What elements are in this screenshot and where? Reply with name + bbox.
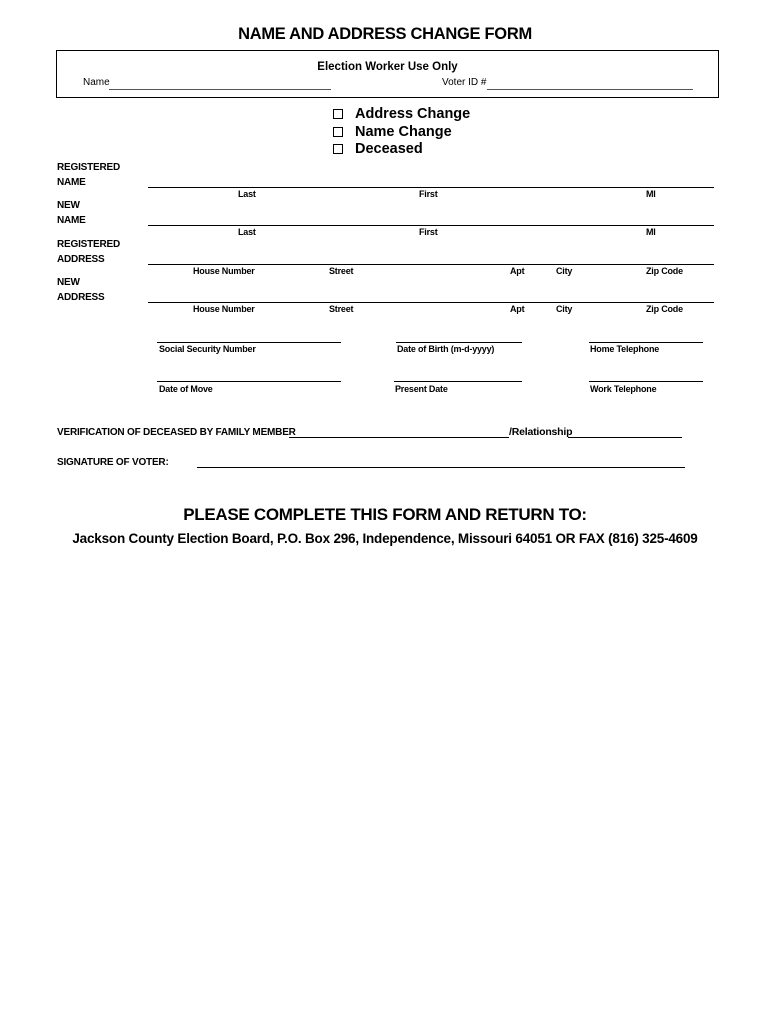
worker-box-heading: Election Worker Use Only bbox=[317, 61, 458, 73]
voter-id-label: Voter ID # bbox=[442, 77, 487, 88]
new-first-label: First bbox=[419, 227, 438, 237]
new-zip-label: Zip Code bbox=[646, 304, 683, 314]
registered-address-line[interactable] bbox=[148, 264, 714, 265]
registered-city-label: City bbox=[556, 266, 573, 276]
work-phone-label: Work Telephone bbox=[590, 384, 657, 394]
section-new-address: NEW ADDRESS bbox=[57, 277, 105, 303]
signature-label: SIGNATURE OF VOTER: bbox=[57, 457, 169, 468]
relationship-label: /Relationship bbox=[509, 426, 573, 438]
new-mi-label: MI bbox=[646, 227, 656, 237]
new-last-label: Last bbox=[238, 227, 256, 237]
new-street-label: Street bbox=[329, 304, 354, 314]
section-registered-name: REGISTERED NAME bbox=[57, 162, 121, 188]
section-registered-address: REGISTERED ADDRESS bbox=[57, 239, 121, 265]
new-house-number-label: House Number bbox=[193, 304, 255, 314]
registered-apt-label: Apt bbox=[510, 266, 525, 276]
registered-last-label: Last bbox=[238, 189, 256, 199]
home-phone-label: Home Telephone bbox=[590, 344, 660, 354]
form-title: NAME AND ADDRESS CHANGE FORM bbox=[238, 25, 532, 43]
checkbox-label: Address Change bbox=[355, 106, 471, 122]
registered-first-label: First bbox=[419, 189, 438, 199]
election-worker-box bbox=[56, 50, 719, 98]
date-of-move-field[interactable] bbox=[157, 381, 341, 382]
date-of-move-label: Date of Move bbox=[159, 384, 213, 394]
registered-name-line[interactable] bbox=[148, 187, 714, 188]
new-apt-label: Apt bbox=[510, 304, 525, 314]
ssn-label: Social Security Number bbox=[159, 344, 256, 354]
worker-name-label: Name bbox=[83, 77, 110, 88]
signature-field[interactable] bbox=[197, 467, 685, 468]
ssn-field[interactable] bbox=[157, 342, 341, 343]
verification-field[interactable] bbox=[289, 437, 509, 438]
return-address: Jackson County Election Board, P.O. Box 296, Independence, Missouri 64051 OR FAX (816) 325-4609 bbox=[72, 531, 698, 546]
registered-mi-label: MI bbox=[646, 189, 656, 199]
checkbox-name-change[interactable] bbox=[333, 124, 452, 140]
new-city-label: City bbox=[556, 304, 573, 314]
verification-label: VERIFICATION OF DECEASED BY FAMILY MEMBER bbox=[57, 427, 296, 438]
new-name-line[interactable] bbox=[148, 225, 714, 226]
checkbox-box[interactable] bbox=[333, 144, 343, 154]
section-new-name: NEW NAME bbox=[57, 200, 86, 226]
registered-house-number-label: House Number bbox=[193, 266, 255, 276]
registered-zip-label: Zip Code bbox=[646, 266, 683, 276]
voter-id-field[interactable] bbox=[487, 89, 693, 90]
worker-name-field[interactable] bbox=[109, 89, 331, 90]
checkbox-label: Name Change bbox=[355, 124, 452, 140]
checkbox-box[interactable] bbox=[333, 109, 343, 119]
work-phone-field[interactable] bbox=[589, 381, 703, 382]
checkbox-deceased[interactable] bbox=[333, 141, 423, 157]
dob-label: Date of Birth (m-d-yyyy) bbox=[397, 344, 495, 354]
registered-street-label: Street bbox=[329, 266, 354, 276]
checkbox-address-change[interactable] bbox=[333, 106, 470, 122]
home-phone-field[interactable] bbox=[589, 342, 703, 343]
return-heading: PLEASE COMPLETE THIS FORM AND RETURN TO: bbox=[183, 505, 587, 524]
checkbox-box[interactable] bbox=[333, 127, 343, 137]
relationship-field[interactable] bbox=[568, 437, 682, 438]
present-date-label: Present Date bbox=[395, 384, 448, 394]
dob-field[interactable] bbox=[396, 342, 522, 343]
new-address-line[interactable] bbox=[148, 302, 714, 303]
checkbox-label: Deceased bbox=[355, 141, 423, 157]
present-date-field[interactable] bbox=[394, 381, 522, 382]
